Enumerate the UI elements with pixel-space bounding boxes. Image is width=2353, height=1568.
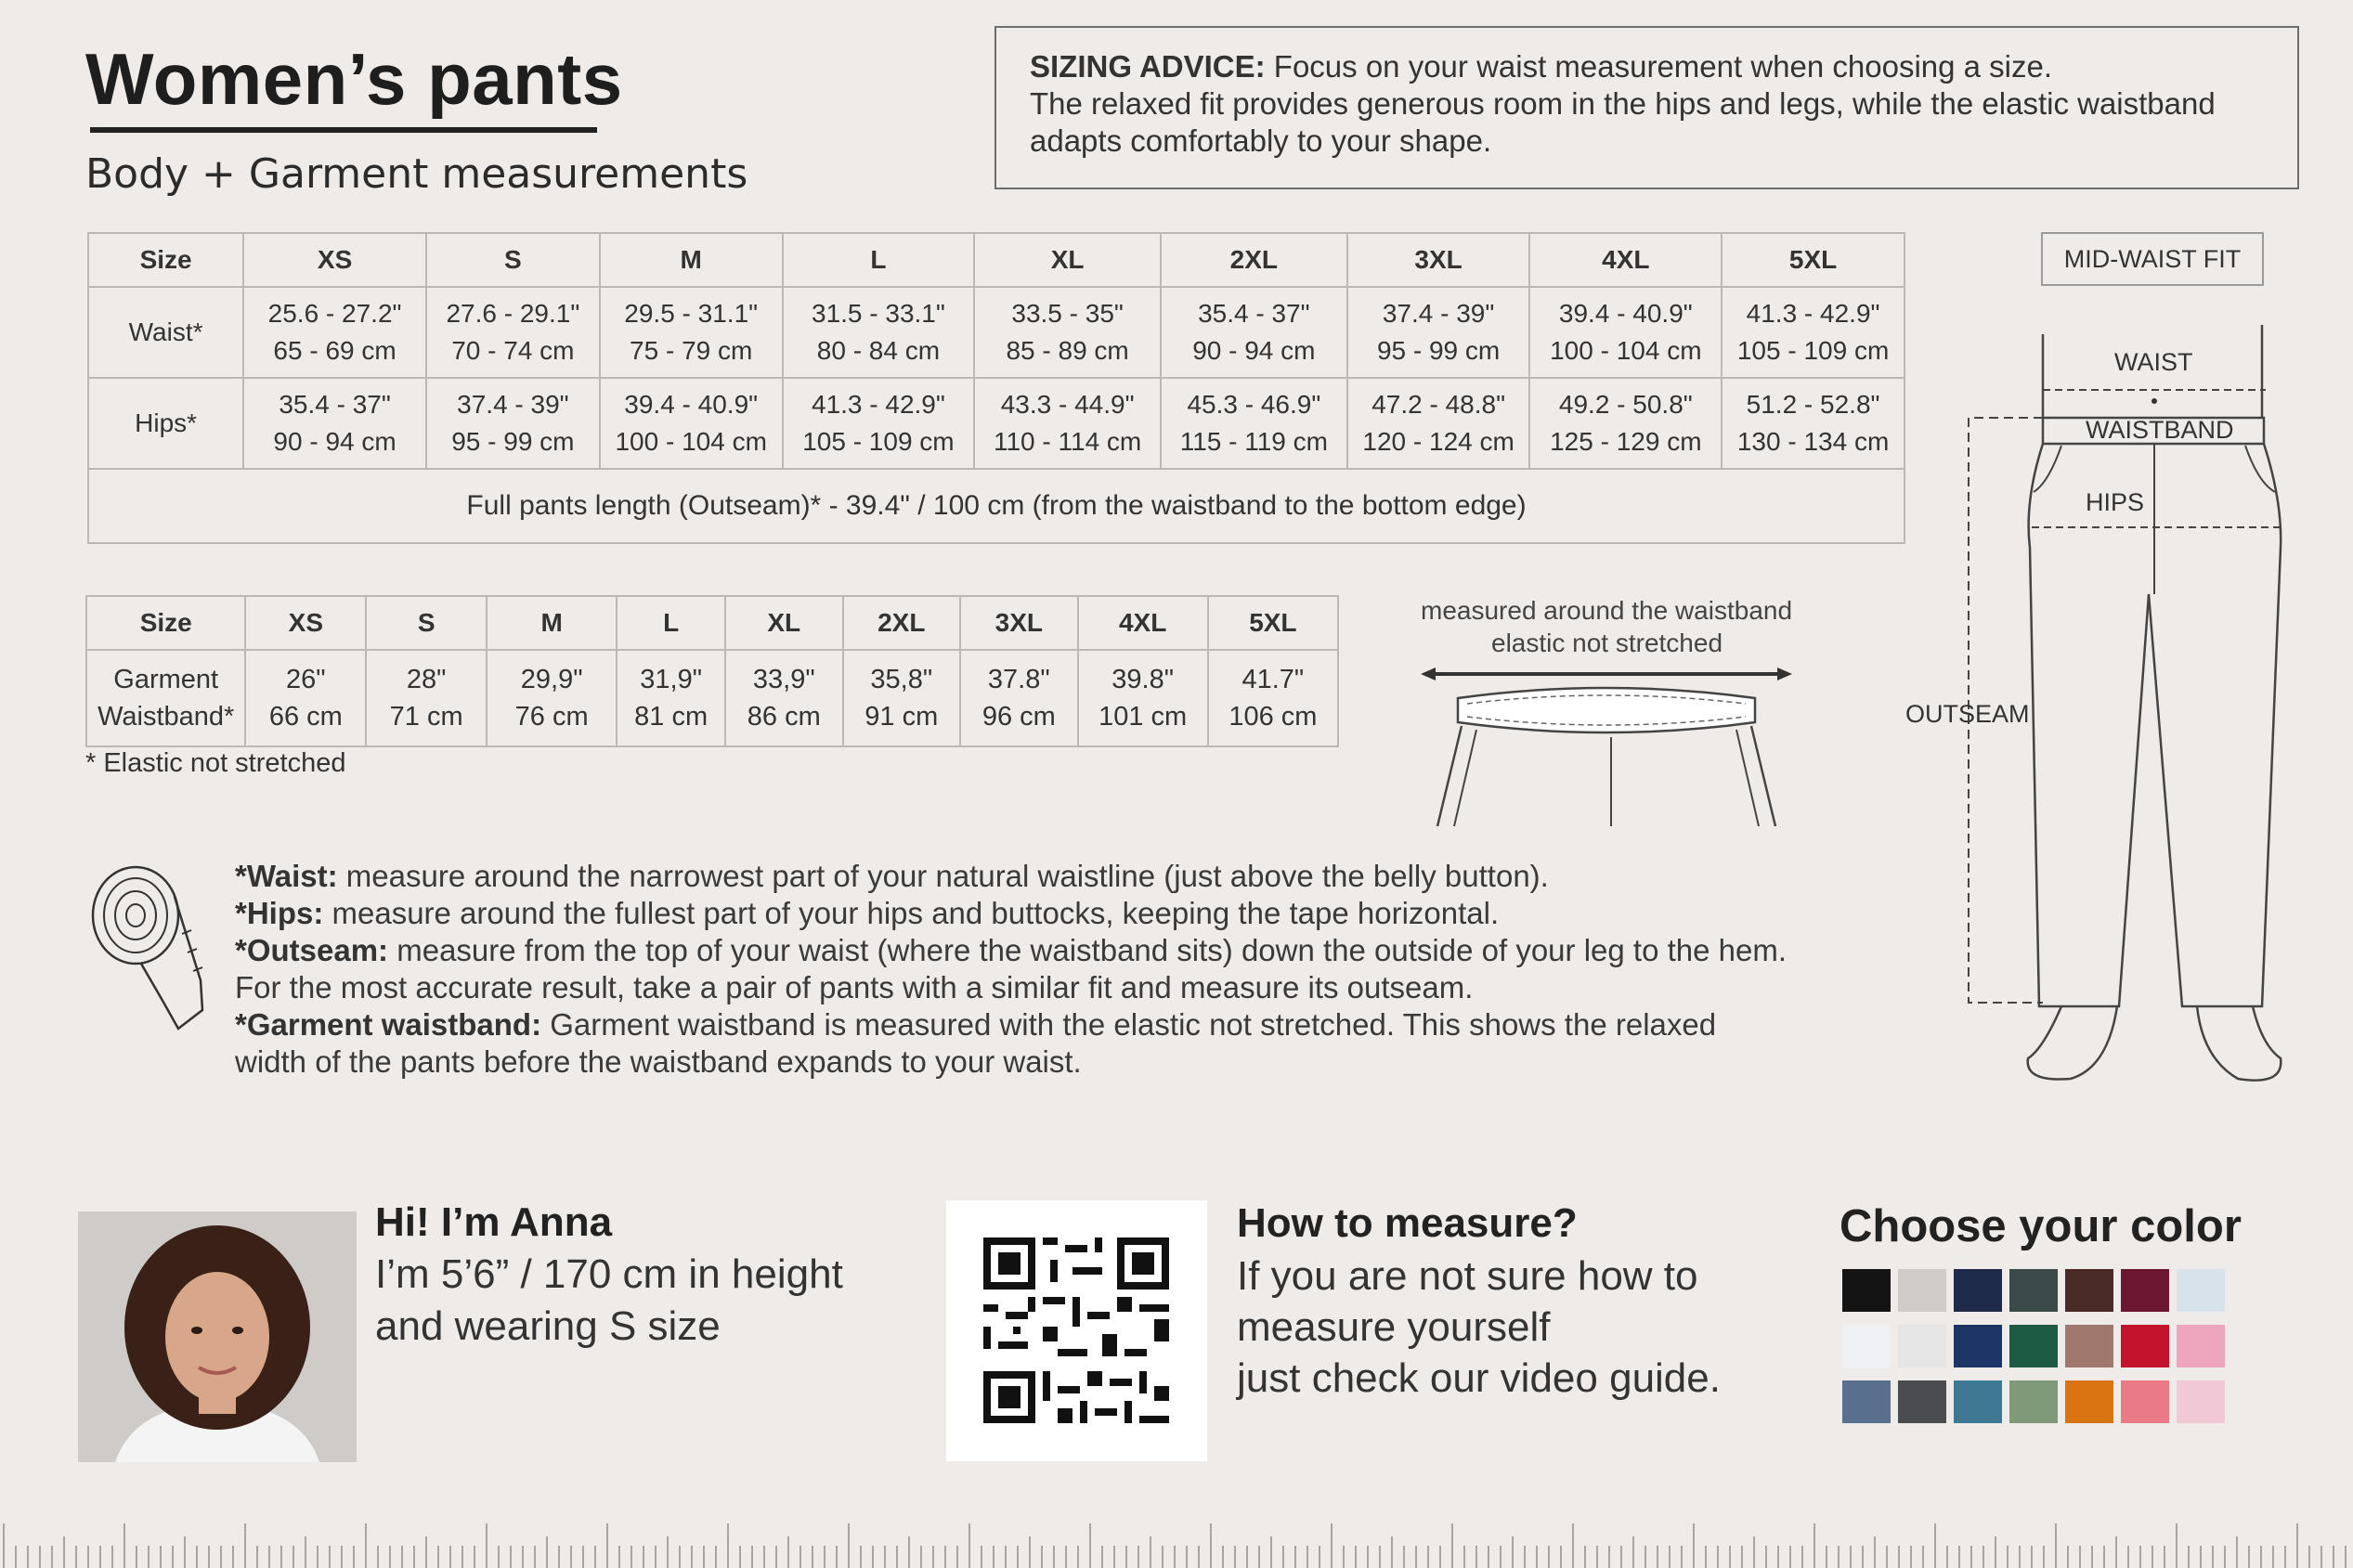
color-swatch[interactable] [1954, 1269, 2002, 1312]
pants-length-note: Full pants length (Outseam)* - 39.4" / 100 cm (from the waistband to the bottom edge) [88, 469, 1904, 543]
how-to-measure-line: If you are not sure how to [1237, 1253, 1698, 1299]
size-col: L [783, 233, 975, 287]
size-header: Size [88, 233, 243, 287]
hips-cell: 51.2 - 52.8" 130 - 134 cm [1722, 378, 1904, 469]
size-header-row [88, 233, 1904, 287]
hips-cell: 41.3 - 42.9" 105 - 109 cm [783, 378, 975, 469]
garment-cell: 28" 71 cm [366, 650, 487, 746]
size-col: S [366, 596, 487, 650]
waist-cell: 31.5 - 33.1" 80 - 84 cm [783, 287, 975, 378]
garment-cell: 33,9" 86 cm [725, 650, 843, 746]
body-measurements-table [87, 232, 1905, 544]
garment-cell: 31,9" 81 cm [617, 650, 725, 746]
color-swatch[interactable] [1842, 1380, 1891, 1423]
hips-cell: 39.4 - 40.9" 100 - 104 cm [600, 378, 783, 469]
arrow-left-icon [1421, 667, 1436, 680]
size-col: M [487, 596, 617, 650]
waist-label: WAIST [2114, 348, 2193, 376]
waist-label: Waist* [88, 287, 243, 378]
color-swatch[interactable] [1898, 1269, 1946, 1312]
color-swatch[interactable] [2065, 1380, 2113, 1423]
right-foot-icon [2197, 1006, 2281, 1081]
sizing-advice-box [994, 26, 2299, 189]
choose-color-title: Choose your color [1840, 1201, 2242, 1251]
garment-waistband-row [86, 650, 1338, 746]
waist-cell: 29.5 - 31.1" 75 - 79 cm [600, 287, 783, 378]
color-swatch[interactable] [2121, 1325, 2169, 1367]
hips-cell: 43.3 - 44.9" 110 - 114 cm [974, 378, 1161, 469]
color-swatch[interactable] [1954, 1380, 2002, 1423]
waist-cell: 33.5 - 35" 85 - 89 cm [974, 287, 1161, 378]
waistband-diagram [1421, 661, 1792, 832]
waistband-caption-2: elastic not stretched [1491, 628, 1723, 657]
size-col: L [617, 596, 725, 650]
garment-cell: 35,8" 91 cm [843, 650, 961, 746]
qr-code[interactable] [946, 1200, 1207, 1461]
garment-size-row [86, 596, 1338, 650]
advice-label: SIZING ADVICE: [1030, 49, 1266, 84]
advice-text-2: The relaxed fit provides generous room in the hips and legs, while the elastic waistband adapts comfortably to your shape. [1030, 86, 2216, 158]
size-col: 3XL [1347, 233, 1530, 287]
size-col: XS [243, 233, 426, 287]
title-underline [90, 127, 597, 133]
waistband-shape [1458, 688, 1755, 732]
waistband-caption-1: measured around the waistband [1421, 596, 1793, 625]
garment-cell: 37.8" 96 cm [960, 650, 1078, 746]
color-swatch[interactable] [2177, 1269, 2225, 1312]
color-swatch[interactable] [1898, 1380, 1946, 1423]
size-col: M [600, 233, 783, 287]
tape-measure-icon [89, 860, 210, 1032]
advice-text-1: Focus on your waist measurement when choosing a size. [1265, 49, 2053, 84]
color-swatch[interactable] [2121, 1269, 2169, 1312]
waist-cell: 27.6 - 29.1" 70 - 74 cm [426, 287, 600, 378]
color-swatch[interactable] [2009, 1325, 2058, 1367]
color-swatch[interactable] [2009, 1380, 2058, 1423]
hips-cell: 45.3 - 46.9" 115 - 119 cm [1161, 378, 1347, 469]
page-title: Women’s pants [85, 38, 623, 120]
color-swatch[interactable] [2009, 1269, 2058, 1312]
waist-cell: 25.6 - 27.2" 65 - 69 cm [243, 287, 426, 378]
size-col: XS [245, 596, 366, 650]
color-swatch[interactable] [1898, 1325, 1946, 1367]
color-swatch[interactable] [2177, 1325, 2225, 1367]
color-swatch[interactable] [1842, 1269, 1891, 1312]
waist-cell: 39.4 - 40.9" 100 - 104 cm [1529, 287, 1722, 378]
color-swatch[interactable] [1842, 1325, 1891, 1367]
size-col: 4XL [1529, 233, 1722, 287]
hips-cell: 47.2 - 48.8" 120 - 124 cm [1347, 378, 1530, 469]
color-swatch[interactable] [2121, 1380, 2169, 1423]
measurement-instructions: *Waist: measure around the narrowest part of your natural waistline (just above the belly button). *Hips: measure around the fullest part of your hips and buttocks, keeping the tape horizontal. *Outseam: measure from the top of your waist (where the waistband sits) down the outside of your leg to the hem. For the most accurate result, take a pair of pants with a similar fit and measure its outseam. *Garment waistband: Garment waistband is measured with the elastic not stretched. This shows the relaxed width of the pants before the waistband expands to your waist. [235, 859, 1787, 1079]
color-swatch[interactable] [2065, 1269, 2113, 1312]
size-col: 5XL [1208, 596, 1338, 650]
garment-waistband-label: Garment Waistband* [86, 650, 245, 746]
size-col: 3XL [960, 596, 1078, 650]
garment-waistband-table [85, 595, 1339, 747]
hips-cell: 35.4 - 37" 90 - 94 cm [243, 378, 426, 469]
garment-cell: 29,9" 76 cm [487, 650, 617, 746]
model-greeting: Hi! I’m Anna [375, 1199, 613, 1245]
left-foot-icon [2028, 1006, 2117, 1080]
hips-cell: 37.4 - 39" 95 - 99 cm [426, 378, 600, 469]
color-swatch[interactable] [2177, 1380, 2225, 1423]
waistband-label: WAISTBAND [2086, 416, 2234, 444]
length-row [88, 469, 1904, 543]
size-col: 2XL [1161, 233, 1347, 287]
size-col: S [426, 233, 600, 287]
ruler-decoration [0, 1497, 2353, 1568]
how-to-measure-line: just check our video guide. [1237, 1355, 1721, 1401]
model-height: I’m 5’6” / 170 cm in height [375, 1251, 843, 1297]
size-col: XL [725, 596, 843, 650]
waist-cell: 41.3 - 42.9" 105 - 109 cm [1722, 287, 1904, 378]
how-to-measure-title: How to measure? [1237, 1200, 1578, 1246]
how-to-measure-line: measure yourself [1237, 1304, 1551, 1350]
hips-label: HIPS [2086, 488, 2145, 516]
size-col: 4XL [1078, 596, 1208, 650]
waist-row [88, 287, 1904, 378]
hips-label: Hips* [88, 378, 243, 469]
size-col: 5XL [1722, 233, 1904, 287]
model-photo [78, 1212, 357, 1462]
color-swatch-grid [1842, 1269, 2232, 1429]
hips-cell: 49.2 - 50.8" 125 - 129 cm [1529, 378, 1722, 469]
arrow-right-icon [1777, 667, 1792, 680]
model-size: and wearing S size [375, 1303, 721, 1349]
size-col: 2XL [843, 596, 961, 650]
color-swatch[interactable] [2065, 1325, 2113, 1367]
waist-cell: 35.4 - 37" 90 - 94 cm [1161, 287, 1347, 378]
footnote: * Elastic not stretched [85, 748, 346, 778]
garment-cell: 39.8" 101 cm [1078, 650, 1208, 746]
mid-waist-fit-label: MID-WAIST FIT [2041, 232, 2264, 286]
outseam-label: OUTSEAM [1905, 700, 2030, 728]
page-subtitle: Body + Garment measurements [85, 150, 748, 198]
hips-row [88, 378, 1904, 469]
garment-cell: 26" 66 cm [245, 650, 366, 746]
waist-cell: 37.4 - 39" 95 - 99 cm [1347, 287, 1530, 378]
size-col: XL [974, 233, 1161, 287]
color-swatch[interactable] [1954, 1325, 2002, 1367]
garment-cell: 41.7" 106 cm [1208, 650, 1338, 746]
size-header: Size [86, 596, 245, 650]
